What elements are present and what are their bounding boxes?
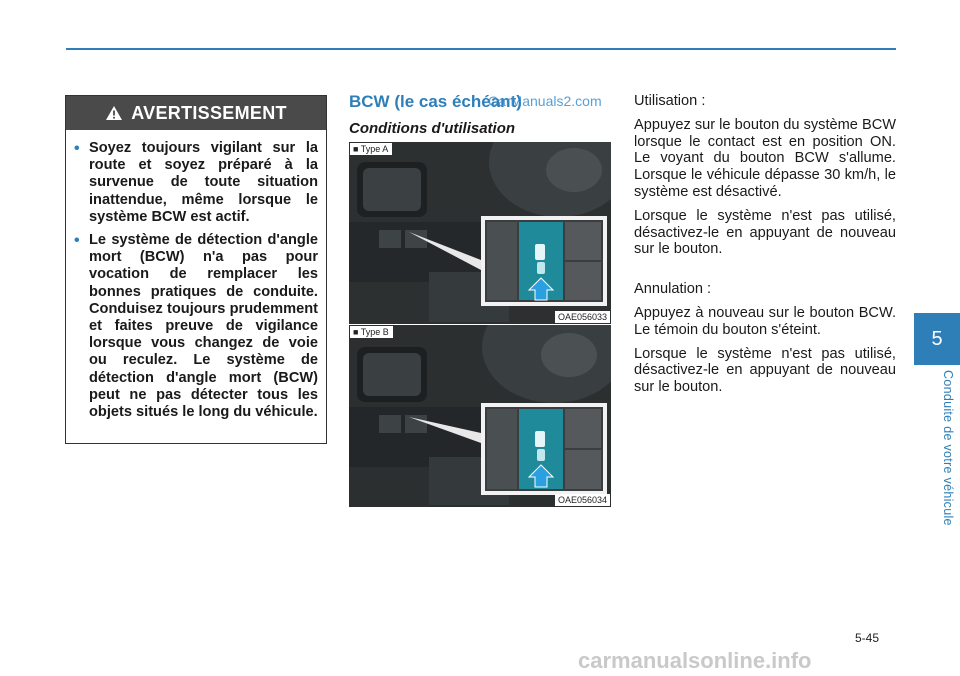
warning-title: AVERTISSEMENT xyxy=(131,102,287,123)
figure-type-label: ■ Type B xyxy=(350,326,393,338)
figure-code: OAE056034 xyxy=(555,494,610,506)
cancel-label: Annulation : xyxy=(634,281,712,298)
chapter-tab: 5 xyxy=(914,313,960,365)
warning-list xyxy=(66,130,326,421)
footer-watermark: carmanualsonline.info xyxy=(578,648,812,673)
figure-type-b xyxy=(349,325,611,507)
usage-paragraph: Appuyez sur le bouton du système BCW lorsque le contact est en position ON. Le voyant du bouton BCW s'allume. Lorsque le véhicule dépasse 30 km/h, le système est désactivé. xyxy=(634,116,897,200)
watermark-text: CarManuals2.com xyxy=(488,93,602,109)
dashboard-photo-b xyxy=(349,325,611,507)
usage-paragraph: Lorsque le système n'est pas utilisé, désactivez-le en appuyant de nouveau sur le bouton. xyxy=(634,207,896,258)
section-subtitle: Conditions d'utilisation xyxy=(349,120,516,137)
page-number: 5-45 xyxy=(855,631,880,645)
warning-triangle-icon xyxy=(105,105,123,121)
top-rule xyxy=(66,48,896,50)
chapter-title: Conduite de votre véhicule xyxy=(941,370,955,526)
cancel-paragraph: Appuyez à nouveau sur le bouton BCW. Le témoin du bouton s'éteint. xyxy=(634,304,896,338)
section-title: BCW (le cas échéant) xyxy=(349,92,522,111)
usage-text-column xyxy=(634,93,896,403)
warning-item: • Soyez toujours vigilant sur la route et soyez préparé à la survenue de toute situation inattendue, même lorsque le système BCW est actif. xyxy=(80,140,318,226)
warning-header xyxy=(66,96,326,130)
figure-code: OAE056033 xyxy=(555,311,610,323)
figure-type-label: ■ Type A xyxy=(350,143,392,155)
dashboard-photo-a xyxy=(349,142,611,324)
figure-type-a xyxy=(349,142,611,324)
usage-label: Utilisation : xyxy=(634,93,706,109)
cancel-paragraph: Lorsque le système n'est pas utilisé, désactivez-le en appuyant de nouveau sur le bouton. xyxy=(634,345,896,396)
warning-item: • Le système de détection d'angle mort (BCW) n'a pas pour vocation de remplacer les bonnes pratiques de conduite. Conduisez toujours prudemment et faites preuve de vigilance lorsque vous changez de voie ou reculez. Le système de détection d'angle mort (BCW) peut ne pas détecter tous les objets situés le long du véhicule. xyxy=(80,232,318,421)
warning-box xyxy=(65,95,327,444)
